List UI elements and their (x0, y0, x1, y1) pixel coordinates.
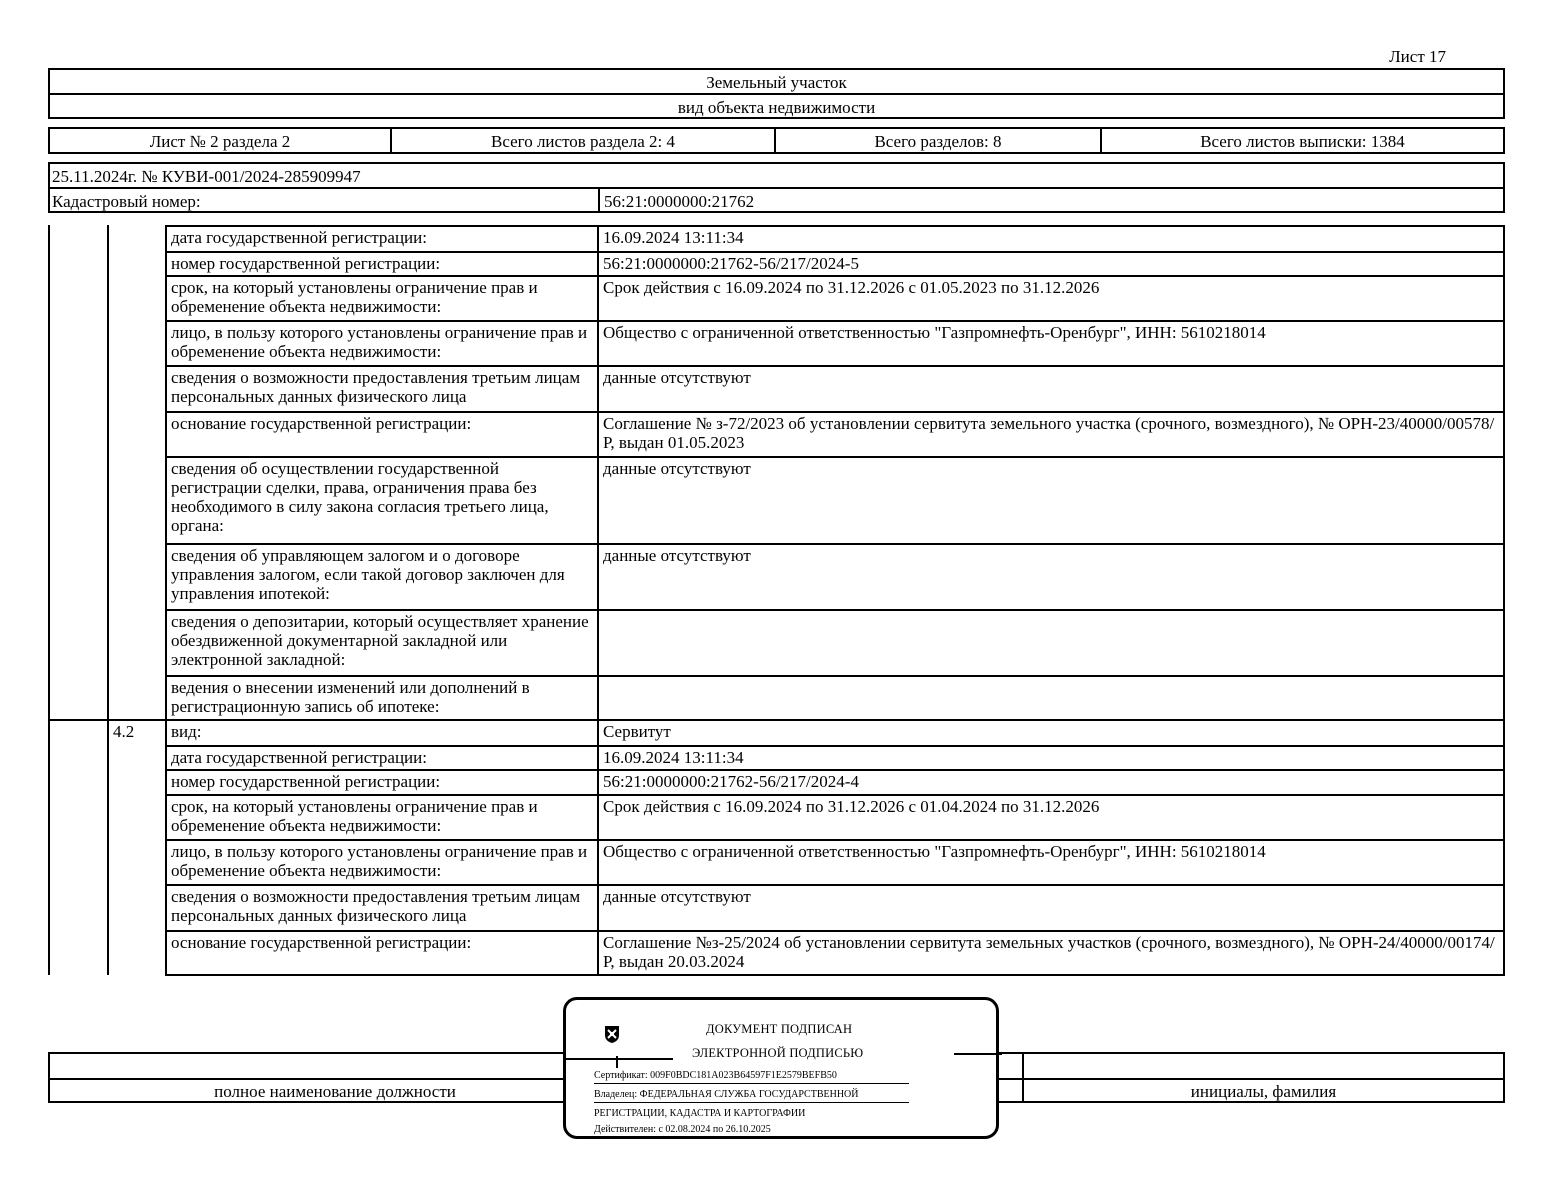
sections-total: Всего разделов: 8 (874, 132, 1002, 151)
row-value: Соглашение № з-72/2023 об установлении сервитута земельного участка (срочного, возмездного), № ОРН-23/40000/00578/Р, выдан 01.05.2023 (603, 414, 1495, 452)
row-value: данные отсутствуют (603, 546, 751, 565)
row-label: лицо, в пользу которого установлены ограничение прав и обременение объекта недвижимости: (171, 323, 588, 361)
name-caption: инициалы, фамилия (1190, 1082, 1337, 1101)
cadastral-label: Кадастровый номер: (52, 192, 201, 211)
stamp-owner-line1: Владелец: ФЕДЕРАЛЬНАЯ СЛУЖБА ГОСУДАРСТВЕННОЙ (594, 1089, 859, 1100)
object-name: Земельный участок (706, 73, 847, 92)
row-value: Срок действия с 16.09.2024 по 31.12.2026 с 01.05.2023 по 31.12.2026 (603, 278, 1100, 297)
row-label: номер государственной регистрации: (171, 772, 441, 791)
stamp-title-line2: ЭЛЕКТРОННОЙ ПОДПИСЬЮ (692, 1046, 864, 1060)
row-value (599, 677, 1503, 679)
row-value: 56:21:0000000:21762-56/217/2024-4 (603, 772, 859, 791)
row-value: Общество с ограниченной ответственностью "Газпромнефть-Оренбург", ИНН: 5610218014 (603, 842, 1266, 861)
row-label: вид: (171, 722, 202, 741)
row-label: сведения о возможности предоставления третьим лицам персональных данных физического лица (171, 368, 581, 406)
emblem-icon (602, 1024, 622, 1044)
row-label: дата государственной регистрации: (171, 228, 427, 247)
stamp-owner-line2: РЕГИСТРАЦИИ, КАДАСТРА И КАРТОГРАФИИ (594, 1108, 806, 1119)
row-value: данные отсутствуют (603, 368, 751, 387)
row-label: основание государственной регистрации: (171, 414, 472, 433)
object-type-caption: вид объекта недвижимости (677, 98, 876, 117)
stamp-title-line1: ДОКУМЕНТ ПОДПИСАН (706, 1022, 853, 1036)
row-label: основание государственной регистрации: (171, 933, 472, 952)
sheet-label: Лист 17 (1389, 47, 1446, 66)
doc-ref: 25.11.2024г. № КУВИ-001/2024-285909947 (52, 167, 361, 186)
cadastral-number: 56:21:0000000:21762 (604, 192, 755, 211)
row-label: сведения о депозитарии, который осуществляет хранение обездвиженной документарной закладной или электронной закладной: (171, 612, 589, 669)
extract-sheets-total: Всего листов выписки: 1384 (1200, 132, 1405, 151)
row-value (599, 611, 1503, 613)
row-label: сведения об осуществлении государственной регистрации сделки, права, ограничения права без необходимого в силу закона согласия третьего лица, органа: (171, 459, 549, 535)
stamp-validity: Действителен: с 02.08.2024 по 26.10.2025 (594, 1124, 771, 1135)
row-label: сведения об управляющем залогом и о договоре управления залогом, если такой договор заключен для управления ипотекой: (171, 546, 565, 603)
row-value: Срок действия с 16.09.2024 по 31.12.2026 с 01.04.2024 по 31.12.2026 (603, 797, 1100, 816)
row-value: данные отсутствуют (603, 887, 751, 906)
row-label: срок, на который установлены ограничение прав и обременение объекта недвижимости: (171, 278, 538, 316)
row-label: номер государственной регистрации: (171, 254, 441, 273)
row-value: 16.09.2024 13:11:34 (603, 228, 744, 247)
row-value: 56:21:0000000:21762-56/217/2024-5 (603, 254, 859, 273)
row-value: 16.09.2024 13:11:34 (603, 748, 744, 767)
position-caption: полное наименование должности (214, 1082, 456, 1101)
row-value: данные отсутствуют (603, 459, 751, 478)
e-signature-stamp (563, 997, 999, 1139)
stamp-certificate: Сертификат: 009F0BDC181A023B64597F1E2579BEFB50 (594, 1070, 837, 1081)
row-number: 4.2 (113, 722, 135, 741)
sheet-of-section: Лист № 2 раздела 2 (149, 132, 291, 151)
row-label: дата государственной регистрации: (171, 748, 427, 767)
row-value: Соглашение №з-25/2024 об установлении сервитута земельных участков (срочного, возмездного), № ОРН-24/40000/00174/Р, выдан 20.03.2024 (603, 933, 1495, 971)
row-value: Общество с ограниченной ответственностью "Газпромнефть-Оренбург", ИНН: 5610218014 (603, 323, 1266, 342)
row-label: ведения о внесении изменений или дополнений в регистрационную запись об ипотеке: (171, 678, 530, 716)
row-label: срок, на который установлены ограничение прав и обременение объекта недвижимости: (171, 797, 538, 835)
row-label: лицо, в пользу которого установлены ограничение прав и обременение объекта недвижимости: (171, 842, 588, 880)
row-label: сведения о возможности предоставления третьим лицам персональных данных физического лица (171, 887, 581, 925)
row-value: Сервитут (603, 722, 671, 741)
section-sheets-total: Всего листов раздела 2: 4 (491, 132, 675, 151)
